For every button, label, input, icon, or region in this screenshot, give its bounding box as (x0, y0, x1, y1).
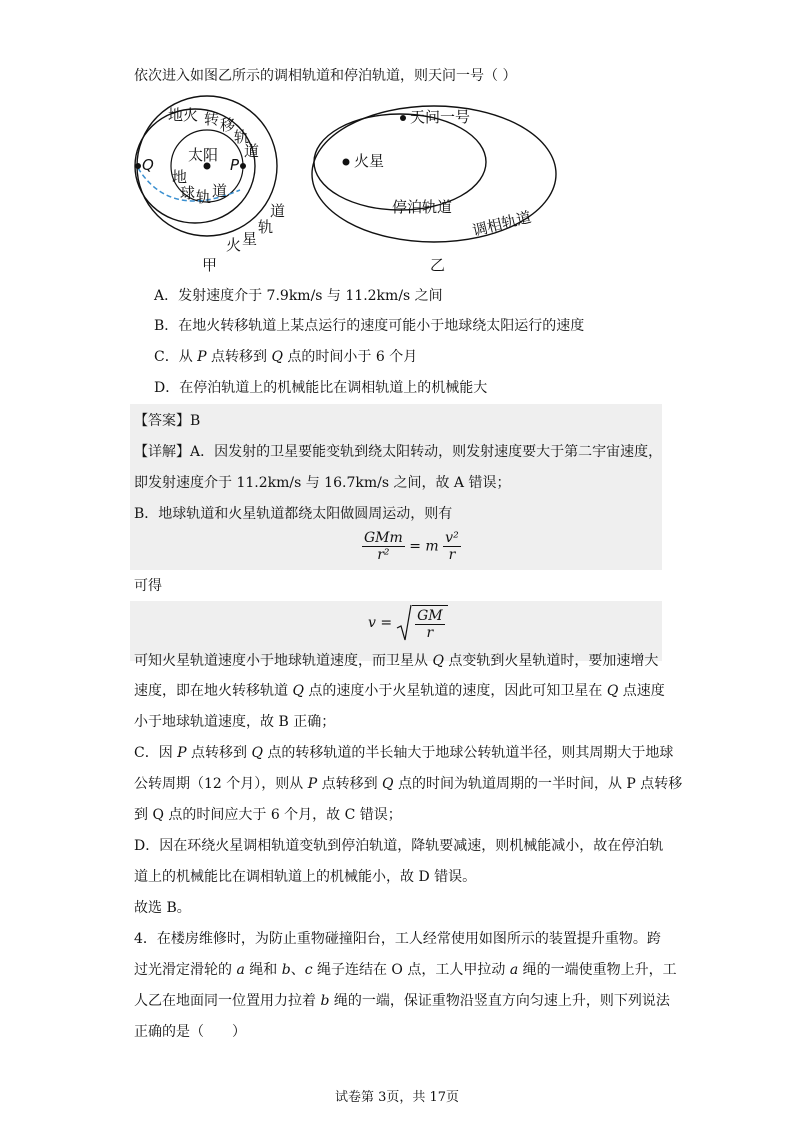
label-earth-3: 轨 (196, 188, 212, 206)
caption-yi: 乙 (430, 256, 446, 274)
label-mars: 火星 (354, 152, 385, 170)
label-mars-2: 轨 (258, 218, 274, 236)
parking-orbit-ellipse (314, 114, 486, 210)
kede-line: 可得 (134, 578, 162, 594)
label-earth-4: 道 (212, 182, 228, 200)
conclusion-line: 故选 B。 (134, 900, 191, 916)
detail-b-line-2: 可知火星轨道速度小于地球轨道速度，而卫星从 Q 点变轨到火星轨道时，要加速增大 (134, 653, 659, 669)
label-sun: 太阳 (188, 146, 219, 164)
label-transfer-4: 轨 (234, 128, 250, 146)
detail-d-line-1: D．因在环绕火星调相轨道变轨到停泊轨道，降轨要减速，则机械能减小，故在停泊轨 (134, 838, 664, 854)
sqrt-sign-icon (396, 604, 412, 642)
detail-c-line-3: 到 Q 点的时间应大于 6 个月，故 C 错误； (134, 807, 402, 823)
caption-jia: 甲 (202, 256, 218, 274)
label-transfer-2: 转 (204, 110, 220, 128)
figure-yi (312, 106, 556, 274)
detail-c-line-2: 公转周期（12 个月），则从 P 点转移到 Q 点的时间为轨道周期的一半时间，从 P 点转移 (134, 776, 683, 792)
mars-dot (343, 159, 350, 166)
label-probe: 天问一号 (410, 108, 471, 126)
detail-d-line-2: 道上的机械能比在调相轨道上的机械能小，故 D 错误。 (134, 869, 477, 885)
detail-b-line-1: B．地球轨道和火星轨道都绕太阳做圆周运动，则有 (134, 506, 453, 522)
answer-line: 【答案】B (134, 413, 201, 429)
label-transfer-5: 道 (244, 142, 260, 160)
label-transfer-1: 地火 (168, 106, 199, 124)
label-parking-orbit: 停泊轨道 (392, 198, 453, 216)
equation-gravity: $\frac{\text{GMm}}{\text{r²}}$ = m $\frac{\text{v²}}{r}$ (364, 530, 459, 563)
figure-jia (135, 96, 285, 274)
q4-line-1: 4．在楼房维修时，为防止重物碰撞阳台，工人经常使用如图所示的装置提升重物。跨 (134, 931, 661, 947)
label-earth-2: 球 (180, 184, 196, 202)
point-p-dot (240, 163, 246, 169)
equation-velocity: v = $\frac{GM}{r}$ (368, 604, 448, 642)
page-footer: 试卷第 3页，共 17页 (334, 1090, 460, 1105)
label-mars-3: 星 (242, 230, 258, 248)
label-phasing-orbit: 调相轨道 (470, 207, 534, 240)
option-a: A．发射速度介于 7.9km/s 与 11.2km/s 之间 (154, 288, 443, 304)
label-transfer-3: 移 (220, 116, 236, 134)
point-q-dot (135, 163, 141, 169)
detail-c-line-1: C．因 P 点转移到 Q 点的转移轨道的半长轴大于地球公转轨道半径，则其周期大于地球 (134, 745, 674, 761)
label-p: P (230, 156, 240, 174)
label-q: Q (142, 156, 154, 174)
label-earth-1: 地 (172, 168, 188, 186)
option-c: C．从 P 点转移到 Q 点的时间小于 6 个月 (154, 349, 418, 365)
detail-a-line-2: 即发射速度介于 11.2km/s 与 16.7km/s 之间，故 A 错误； (134, 475, 511, 491)
probe-dot (400, 115, 406, 121)
question-intro: 依次进入如图乙所示的调相轨道和停泊轨道，则天问一号（ ） (134, 68, 517, 84)
q4-line-4: 正确的是（ ） (134, 1024, 246, 1040)
detail-b-line-3: 速度，即在地火转移轨道 Q 点的速度小于火星轨道的速度，因此可知卫星在 Q 点速度 (134, 683, 665, 699)
detail-b-line-4: 小于地球轨道速度，故 B 正确； (134, 714, 336, 730)
q4-line-2: 过光滑定滑轮的 a 绳和 b、c 绳子连结在 O 点，工人甲拉动 a 绳的一端使重物上升，工 (134, 962, 677, 978)
orbit-figure (130, 90, 590, 280)
detail-a-line-1: 【详解】A．因发射的卫星要能变轨到绕太阳转动，则发射速度要大于第二宇宙速度， (134, 444, 663, 460)
option-d: D．在停泊轨道上的机械能比在调相轨道上的机械能大 (154, 380, 488, 396)
q4-line-3: 人乙在地面同一位置用力拉着 b 绳的一端，保证重物沿竖直方向匀速上升，则下列说法 (134, 993, 670, 1009)
option-b: B．在地火转移轨道上某点运行的速度可能小于地球绕太阳运行的速度 (154, 318, 585, 334)
label-mars-1: 道 (270, 202, 286, 220)
label-mars-4: 火 (226, 236, 242, 254)
